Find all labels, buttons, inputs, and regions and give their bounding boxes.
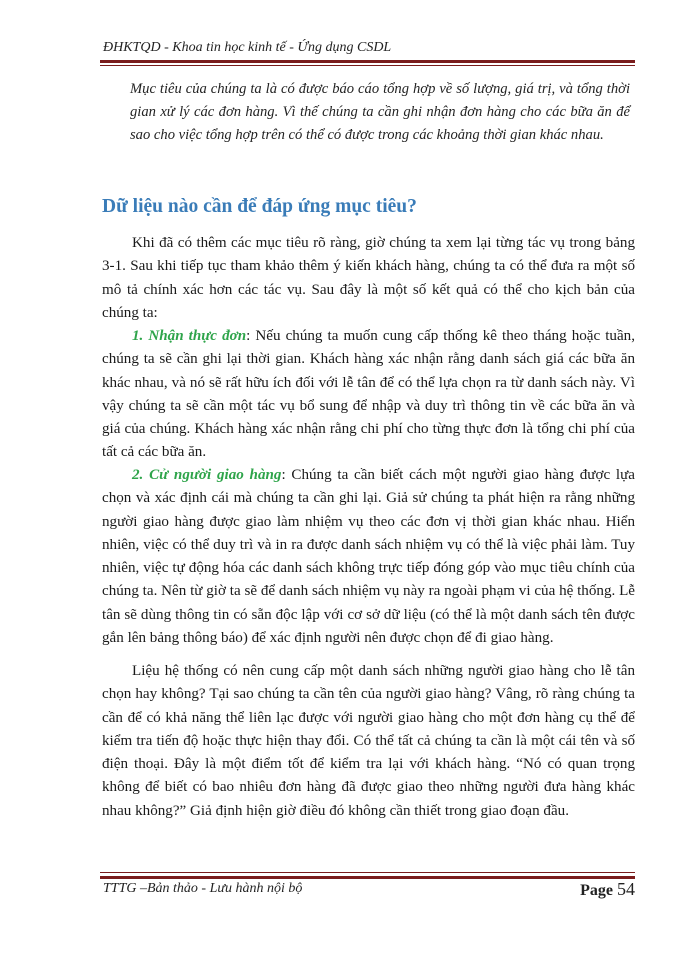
closing-body-text: Liệu hệ thống có nên cung cấp một danh sách những người giao hàng cho lễ tân chọn hay không? Tại sao chúng ta cần tên của người giao hàng? Vâng, rõ ràng chúng ta cần để có khả năng thể liên lạc được với người giao hàng cho một đơn hàng cụ thể để kiểm tra tiến độ hoặc thực hiện thay đổi. Có thể tất cả chúng ta cần là một cái tên và số điện thoại. Đây là một điểm tốt để kiểm tra lại với khách hàng. “Nó có quan trọng không để biết có bao nhiêu đơn hàng đã được giao theo những người đưa hàng khác nhau không?” Giả định hiện giờ điều đó không cần thiết trong giao đoạn đầu. <box>102 663 635 819</box>
footer-text: TTTG –Bản thảo - Lưu hành nội bộ <box>103 881 303 896</box>
intro-paragraph: Mục tiêu của chúng ta là có được báo cáo tổng hợp về số lượng, giá trị, và tổng thời gian xử lý các đơn hàng. Vì thế chúng ta cần ghi nhận đơn hàng cho các bữa ăn để sao cho việc tổng hợp trên có thể có được trong các khoảng thời gian khác nhau. <box>130 81 630 143</box>
list-item-2 <box>102 464 635 650</box>
section-heading: Dữ liệu nào cần để đáp ứng mục tiêu? <box>102 196 417 217</box>
body-paragraph-1 <box>102 232 635 325</box>
page-number-value: 54 <box>617 879 635 899</box>
item-2-term: 2. Cử người giao hàng <box>132 467 282 483</box>
footer-rule-thick <box>100 876 635 879</box>
intro-body-text: Khi đã có thêm các mục tiêu rõ ràng, giờ chúng ta xem lại từng tác vụ trong bảng 3-1. Sau khi tiếp tục tham khảo thêm ý kiến khách hàng, chúng ta có thể đưa ra một số mô tả chính xác hơn các tác vụ. Sau đây là một số kết quả có thể cho kịch bản của chúng ta: <box>102 235 635 321</box>
item-2-text: : Chúng ta cần biết cách một người giao hàng được lựa chọn và xác định cái mà chúng ta cần ghi lại. Giả sử chúng ta phát hiện ra rằng những người giao hàng được giao làm nhiệm vụ theo các đơn vị thời gian khác nhau. Hiển nhiên, việc có thể duy trì và in ra được danh sách nhiệm vụ có thể là việc phải làm. Tuy nhiên, việc tự động hóa các danh sách không trực tiếp đóng góp vào mục tiêu chính của chúng ta. Nên từ giờ ta sẽ để danh sách nhiệm vụ này ra ngoài phạm vi của hệ thống. Lễ tân sẽ dùng thông tin có sẵn độc lập với cơ sở dữ liệu (có thể là một danh sách tên được gắn lên bảng thông báo) để xác định người nên được chọn để đi giao hàng. <box>102 467 635 647</box>
header-rule-thick <box>100 60 635 63</box>
page-label: Page <box>580 882 613 899</box>
footer-rule-thin <box>100 872 635 873</box>
body-paragraph-2 <box>102 660 635 823</box>
page-number <box>580 879 635 900</box>
list-item-1 <box>102 325 635 465</box>
item-1-term: 1. Nhận thực đơn <box>132 328 247 344</box>
header-text: ĐHKTQD - Khoa tin học kinh tế - Ứng dụng CSDL <box>103 40 392 55</box>
item-1-text: : Nếu chúng ta muốn cung cấp thống kê theo tháng hoặc tuần, chúng ta sẽ cần ghi lại thời gian. Khách hàng xác nhận rằng danh sách giá các bữa ăn khác nhau, và nó sẽ rất hữu ích đối với lễ tân để có thể lựa chọn ra từ danh sách này. Vì vậy chúng ta sẽ cần một tác vụ bổ sung để nhập và duy trì thông tin về các bữa ăn và giá của chúng. Khách hàng xác nhận rằng chi phí cho từng thực đơn là tổng chi phí của tất cả các bữa ăn. <box>102 328 636 461</box>
header-rule-thin <box>100 65 635 66</box>
